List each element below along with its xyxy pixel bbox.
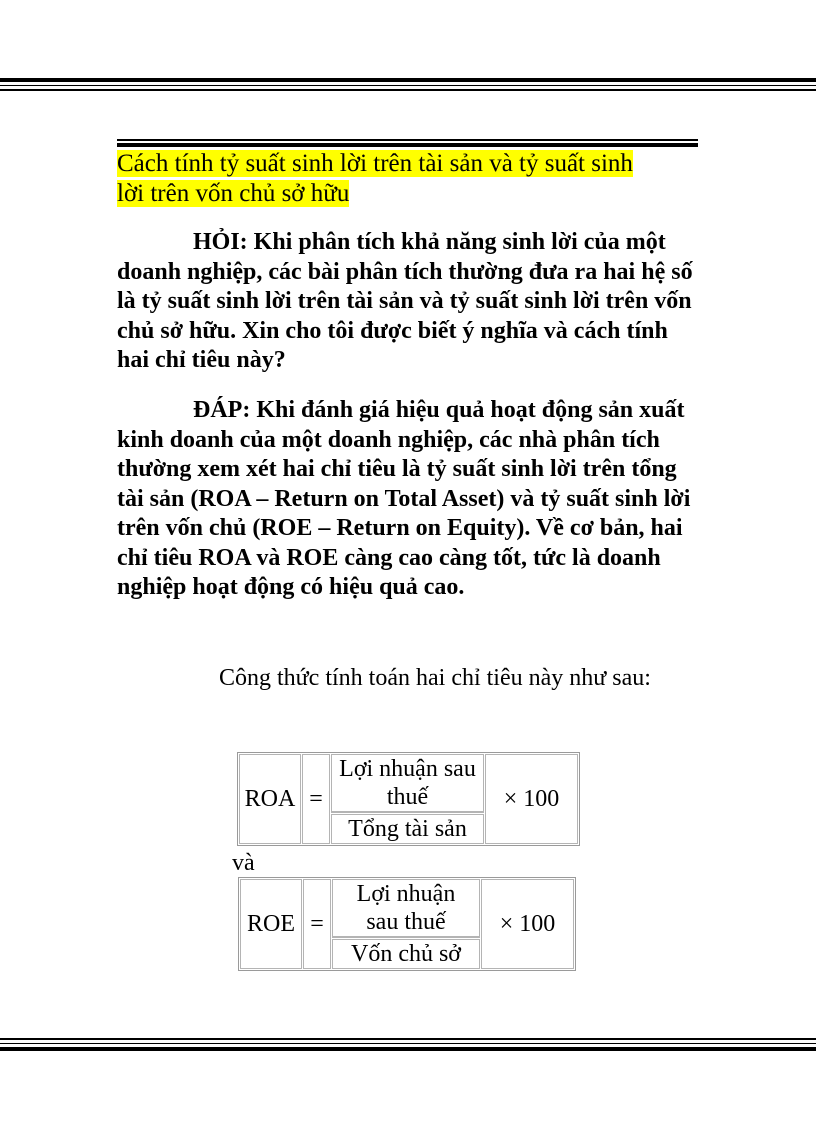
roa-numerator — [331, 754, 484, 813]
roa-multiplier: × 100 — [485, 754, 578, 844]
roa-formula-table — [237, 752, 580, 846]
roa-denominator: Tổng tài sản — [331, 814, 484, 844]
formula-intro: Công thức tính toán hai chỉ tiêu này như sau: — [219, 665, 651, 691]
roa-label: ROA — [239, 754, 301, 844]
answer-paragraph: ĐÁP: Khi đánh giá hiệu quả hoạt động sản xuất kinh doanh của một doanh nghiệp, các nhà phân tích thường xem xét hai chỉ tiêu là tỷ suất sinh lời trên tổng tài sản (ROA – Return on Total Asset) và tỷ suất sinh lời trên vốn chủ (ROE – Return on Equity). Về cơ bản, hai chỉ tiêu ROA và ROE càng cao càng tốt, tức là doanh nghiệp hoạt động có hiệu quả cao. — [117, 397, 691, 600]
roa-equals-sign: = — [302, 754, 330, 844]
top-border-rule — [0, 78, 816, 94]
roe-multiplier: × 100 — [481, 879, 574, 969]
roe-equals-sign: = — [303, 879, 331, 969]
question-paragraph: HỎI: Khi phân tích khả năng sinh lời của một doanh nghiệp, các bài phân tích thường đưa ra hai hệ số là tỷ suất sinh lời trên tài sản và tỷ suất sinh lời trên vốn chủ sở hữu. Xin cho tôi được biết ý nghĩa và cách tính hai chỉ tiêu này? — [117, 229, 693, 373]
roe-numerator — [332, 879, 480, 938]
roe-formula-table — [238, 877, 576, 971]
roe-numerator-line-1: Lợi nhuận — [356, 881, 456, 907]
title-rule — [117, 139, 698, 149]
roe-numerator-line-2: sau thuế — [366, 909, 446, 935]
bottom-border-rule — [0, 1038, 816, 1054]
roa-numerator-line-2: thuế — [386, 784, 429, 810]
connector-text: và — [232, 850, 255, 876]
roa-numerator-line-1: Lợi nhuận sau — [339, 756, 476, 782]
title-line-1: Cách tính tỷ suất sinh lời trên tài sản và tỷ suất sinh — [117, 150, 633, 177]
roe-label: ROE — [240, 879, 302, 969]
article-title — [117, 149, 697, 209]
title-line-2: lời trên vốn chủ sở hữu — [117, 180, 350, 207]
roe-denominator: Vốn chủ sở — [332, 939, 480, 969]
